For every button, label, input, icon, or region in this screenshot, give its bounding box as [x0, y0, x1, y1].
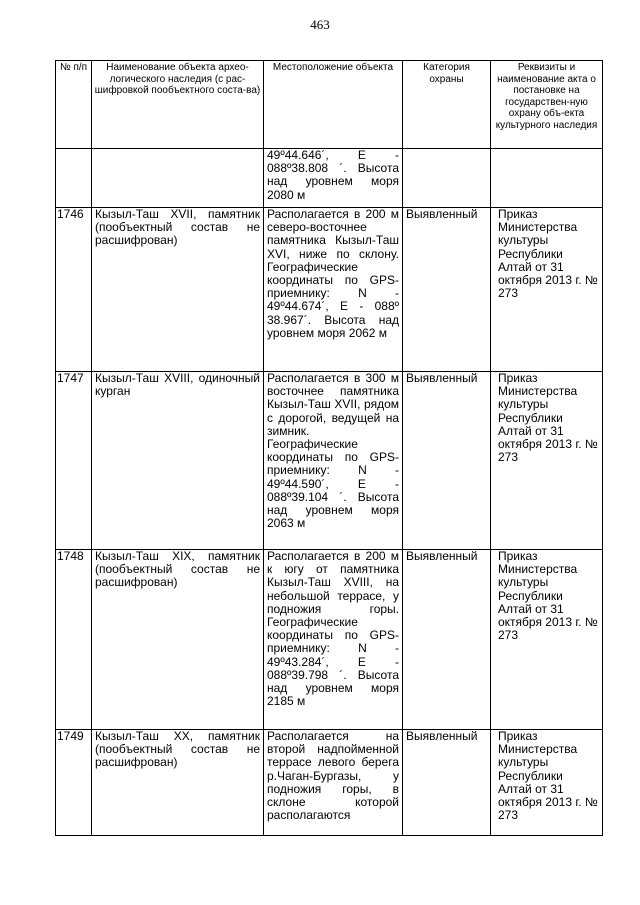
row-location: 49º44.646´, Е - 088º38.808 ´. Высота над уровнем моря 2080 м — [264, 149, 403, 208]
table-row — [56, 730, 603, 836]
header-name: Наименование объекта архео-логического наследия (с рас-шифровкой пообъектного соста-ва) — [92, 61, 264, 149]
row-num: 1747 — [56, 372, 92, 550]
header-location: Местоположение объекта — [264, 61, 403, 149]
row-document: Приказ Министерства культуры Республики Алтай от 31 октября 2013 г. № 273 — [491, 730, 603, 836]
row-category: Выявленный — [403, 372, 491, 550]
header-num: № п/п — [56, 61, 92, 149]
row-name: Кызыл-Таш XVII, памятник (пообъектный состав не расшифрован) — [92, 208, 264, 372]
row-document: Приказ Министерства культуры Республики Алтай от 31 октября 2013 г. № 273 — [491, 550, 603, 730]
table-header-row — [56, 61, 603, 149]
row-category: Выявленный — [403, 208, 491, 372]
row-document: Приказ Министерства культуры Республики Алтай от 31 октября 2013 г. № 273 — [491, 372, 603, 550]
row-category: Выявленный — [403, 550, 491, 730]
row-num: 1746 — [56, 208, 92, 372]
header-document: Реквизиты и наименование акта о постановке на государствен-ную охрану объ-екта культурного наследия — [491, 61, 603, 149]
row-location: Располагается на второй надпойменной террасе левого берега р.Чаган-Бургазы, у подножия горы, в склоне которой располагаются — [264, 730, 403, 836]
row-document: Приказ Министерства культуры Республики Алтай от 31 октября 2013 г. № 273 — [491, 208, 603, 372]
row-document — [491, 149, 603, 208]
row-num: 1749 — [56, 730, 92, 836]
row-location: Располагается в 200 м северо-восточнее памятника Кызыл-Таш XVI, ниже по склону. Географические координаты по GPS-приемнику: N - 49º44.674´, Е - 088º 38.967´. Высота над уровнем моря 2062 м — [264, 208, 403, 372]
row-name: Кызыл-Таш XX, памятник (пообъектный состав не расшифрован) — [92, 730, 264, 836]
row-num — [56, 149, 92, 208]
table-row — [56, 550, 603, 730]
heritage-registry-table — [55, 60, 603, 836]
table-row — [56, 372, 603, 550]
page-number: 463 — [310, 17, 330, 32]
row-category: Выявленный — [403, 730, 491, 836]
row-name — [92, 149, 264, 208]
row-name: Кызыл-Таш XVIII, одиночный курган — [92, 372, 264, 550]
row-location: Располагается в 300 м восточнее памятника Кызыл-Таш XVII, рядом с дорогой, ведущей на зимник. Географические координаты по GPS-приемнику: N - 49º44.590´, Е - 088º39.104 ´. Высота над уровнем моря 2063 м — [264, 372, 403, 550]
row-name: Кызыл-Таш XIX, памятник (пообъектный состав не расшифрован) — [92, 550, 264, 730]
table-row — [56, 149, 603, 208]
header-category: Категория охраны — [403, 61, 491, 149]
row-location: Располагается в 200 м к югу от памятника Кызыл-Таш XVIII, на небольшой террасе, у подножия горы. Географические координаты по GPS-приемнику: N - 49º43.284´, Е - 088º39.798 ´. Высота над уровнем моря 2185 м — [264, 550, 403, 730]
row-category — [403, 149, 491, 208]
row-num: 1748 — [56, 550, 92, 730]
table-row — [56, 208, 603, 372]
